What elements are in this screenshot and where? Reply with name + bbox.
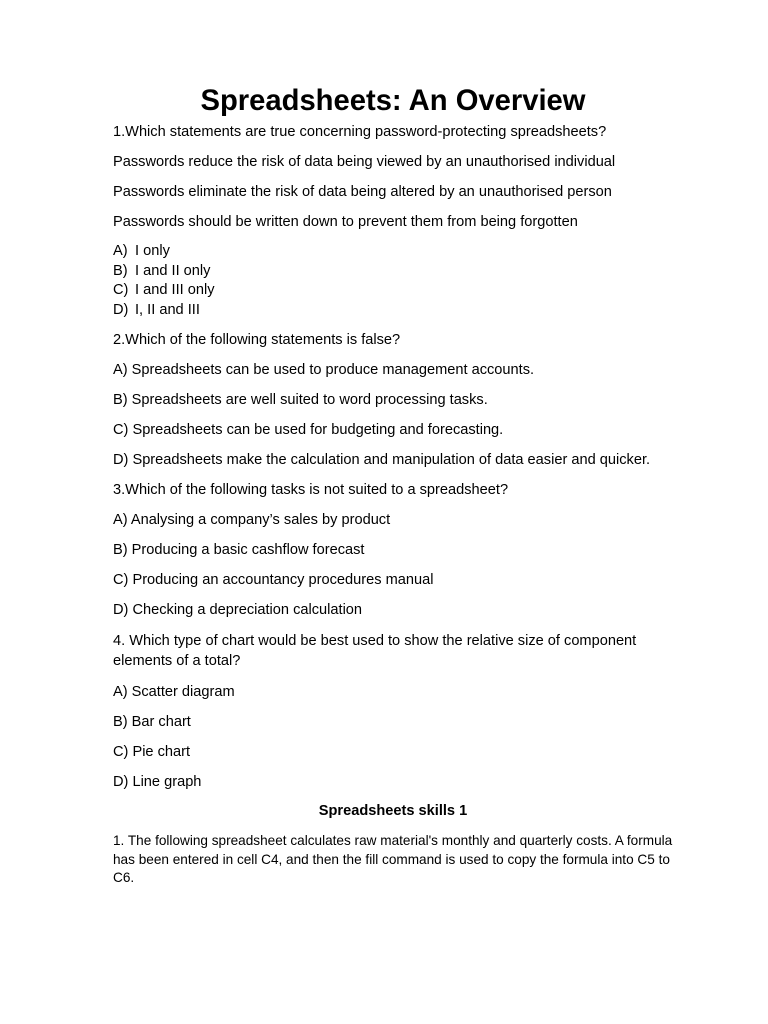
question-4-option-b: B) Bar chart [113,714,191,730]
section-title-overview: Spreadsheets: An Overview [200,85,586,117]
question-2-option-c: C) Spreadsheets can be used for budgeting and forecasting. [113,422,504,438]
statement-2: Passwords eliminate the risk of data being altered by an unauthorised person [113,184,612,200]
question-1: 1.Which statements are true concerning password-protecting spreadsheets? [113,124,607,140]
section-title-skills: Spreadsheets skills 1 [318,803,468,819]
option-item [113,242,673,262]
question-2-option-b: B) Spreadsheets are well suited to word processing tasks. [113,392,488,408]
question-2-option-d: D) Spreadsheets make the calculation and manipulation of data easier and quicker. [113,452,651,468]
question-3: 3.Which of the following tasks is not suited to a spreadsheet? [113,482,509,498]
skills-question-1: 1. The following spreadsheet calculates raw material's monthly and quarterly costs. A formula has been entered in cell C4, and then the fill command is used to copy the formula into C5 to C6. [113,833,673,885]
question-4-option-c: C) Pie chart [113,744,191,760]
question-3-option-a: A) Analysing a company’s sales by product [113,512,391,528]
question-4-option-d: D) Line graph [113,774,202,790]
option-text: I, II and III [135,301,200,318]
option-item [113,301,673,321]
option-text: I and II only [135,262,211,279]
question-4: 4. Which type of chart would be best used to show the relative size of component elements of a total? [113,633,637,669]
option-letter: D) [113,301,129,318]
question-2: 2.Which of the following statements is false? [113,332,401,348]
question-2-option-a: A) Spreadsheets can be used to produce management accounts. [113,362,535,378]
option-letter: A) [113,243,128,259]
option-item [113,262,673,282]
question-3-option-d: D) Checking a depreciation calculation [113,602,363,618]
question-3-option-c: C) Producing an accountancy procedures manual [113,572,434,588]
option-letter: C) [113,282,129,298]
question-4-option-a: A) Scatter diagram [113,684,235,700]
statement-3: Passwords should be written down to prevent them from being forgotten [113,214,578,230]
option-item [113,281,673,301]
option-text: I and III only [135,282,215,298]
question-1-options [113,242,673,320]
option-letter: B) [113,262,128,279]
option-text: I only [135,243,170,259]
statement-1: Passwords reduce the risk of data being viewed by an unauthorised individual [113,154,616,170]
question-3-option-b: B) Producing a basic cashflow forecast [113,542,365,558]
document-page [113,85,673,888]
